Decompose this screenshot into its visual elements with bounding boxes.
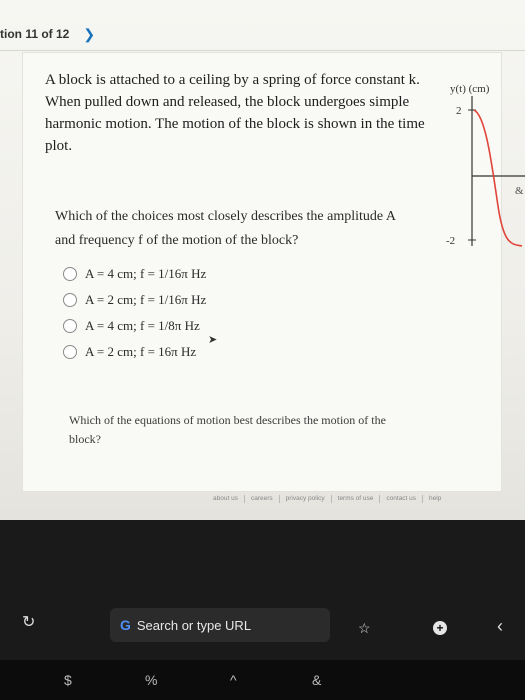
footer-links <box>213 495 441 503</box>
question-nav <box>0 22 95 46</box>
footer-link-terms[interactable]: terms of use <box>337 495 374 502</box>
header-divider <box>0 50 525 51</box>
choice-1[interactable] <box>63 261 206 287</box>
choice-label: A = 4 cm; f = 1/16π Hz <box>85 266 207 281</box>
radio-icon[interactable] <box>63 293 77 307</box>
footer-separator <box>379 495 380 503</box>
plot-y-label: y(t) (cm) <box>450 83 490 95</box>
plus-icon[interactable]: + <box>433 621 447 635</box>
key-percent[interactable]: % <box>145 672 158 688</box>
chevron-left-icon[interactable]: ‹ <box>497 616 503 636</box>
chevron-right-icon[interactable]: ❯ <box>83 25 96 42</box>
keyboard-row <box>0 660 525 700</box>
plot-curve <box>474 110 522 246</box>
footer-separator <box>244 495 245 503</box>
radio-icon[interactable] <box>63 267 77 281</box>
footer-separator <box>422 495 423 503</box>
radio-icon[interactable] <box>63 319 77 333</box>
question-counter: tion 11 of 12 <box>0 27 70 41</box>
choice-3[interactable] <box>63 313 206 339</box>
choice-label: A = 4 cm; f = 1/8π Hz <box>85 318 200 333</box>
footer-link-contact[interactable]: contact us <box>386 495 417 502</box>
google-icon: G <box>120 617 131 633</box>
footer-separator <box>331 495 332 503</box>
radio-icon[interactable] <box>63 345 77 359</box>
next-question-text: Which of the equations of motion best describes the motion of the block? <box>69 413 386 446</box>
footer-link-privacy[interactable]: privacy policy <box>285 495 325 502</box>
plot-x-hint: & <box>515 185 524 197</box>
footer-link-careers[interactable]: careers <box>250 495 273 502</box>
question-text: Which of the choices most closely describes the amplitude A and frequency f of the motion of the block? <box>55 209 396 248</box>
reload-icon[interactable]: ↻ <box>22 614 36 631</box>
key-ampersand[interactable]: & <box>312 672 322 688</box>
plot-y-bottom: -2 <box>446 235 456 247</box>
star-icon[interactable]: ☆ <box>358 620 371 636</box>
choice-label: A = 2 cm; f = 1/16π Hz <box>85 292 207 307</box>
footer-separator <box>279 495 280 503</box>
mouse-cursor-icon: ➤ <box>208 334 218 346</box>
plot-y-top: 2 <box>456 105 462 117</box>
problem-statement: A block is attached to a ceiling by a spring of force constant k. When pulled down and released, the block undergoes simple harmonic motion. The motion of the block is shown in the time plot. <box>45 72 425 154</box>
search-input[interactable]: Search or type URL <box>136 617 252 633</box>
key-caret[interactable]: ^ <box>230 672 237 688</box>
choice-label: A = 2 cm; f = 16π Hz <box>85 344 197 359</box>
footer-link-about[interactable]: about us <box>213 495 238 502</box>
choice-4[interactable] <box>63 339 206 365</box>
answer-choices <box>63 261 206 365</box>
key-dollar[interactable]: $ <box>64 672 72 688</box>
choice-2[interactable] <box>63 287 206 313</box>
time-plot <box>416 76 525 256</box>
footer-link-help[interactable]: help <box>429 495 442 502</box>
search-bar[interactable] <box>110 608 330 642</box>
